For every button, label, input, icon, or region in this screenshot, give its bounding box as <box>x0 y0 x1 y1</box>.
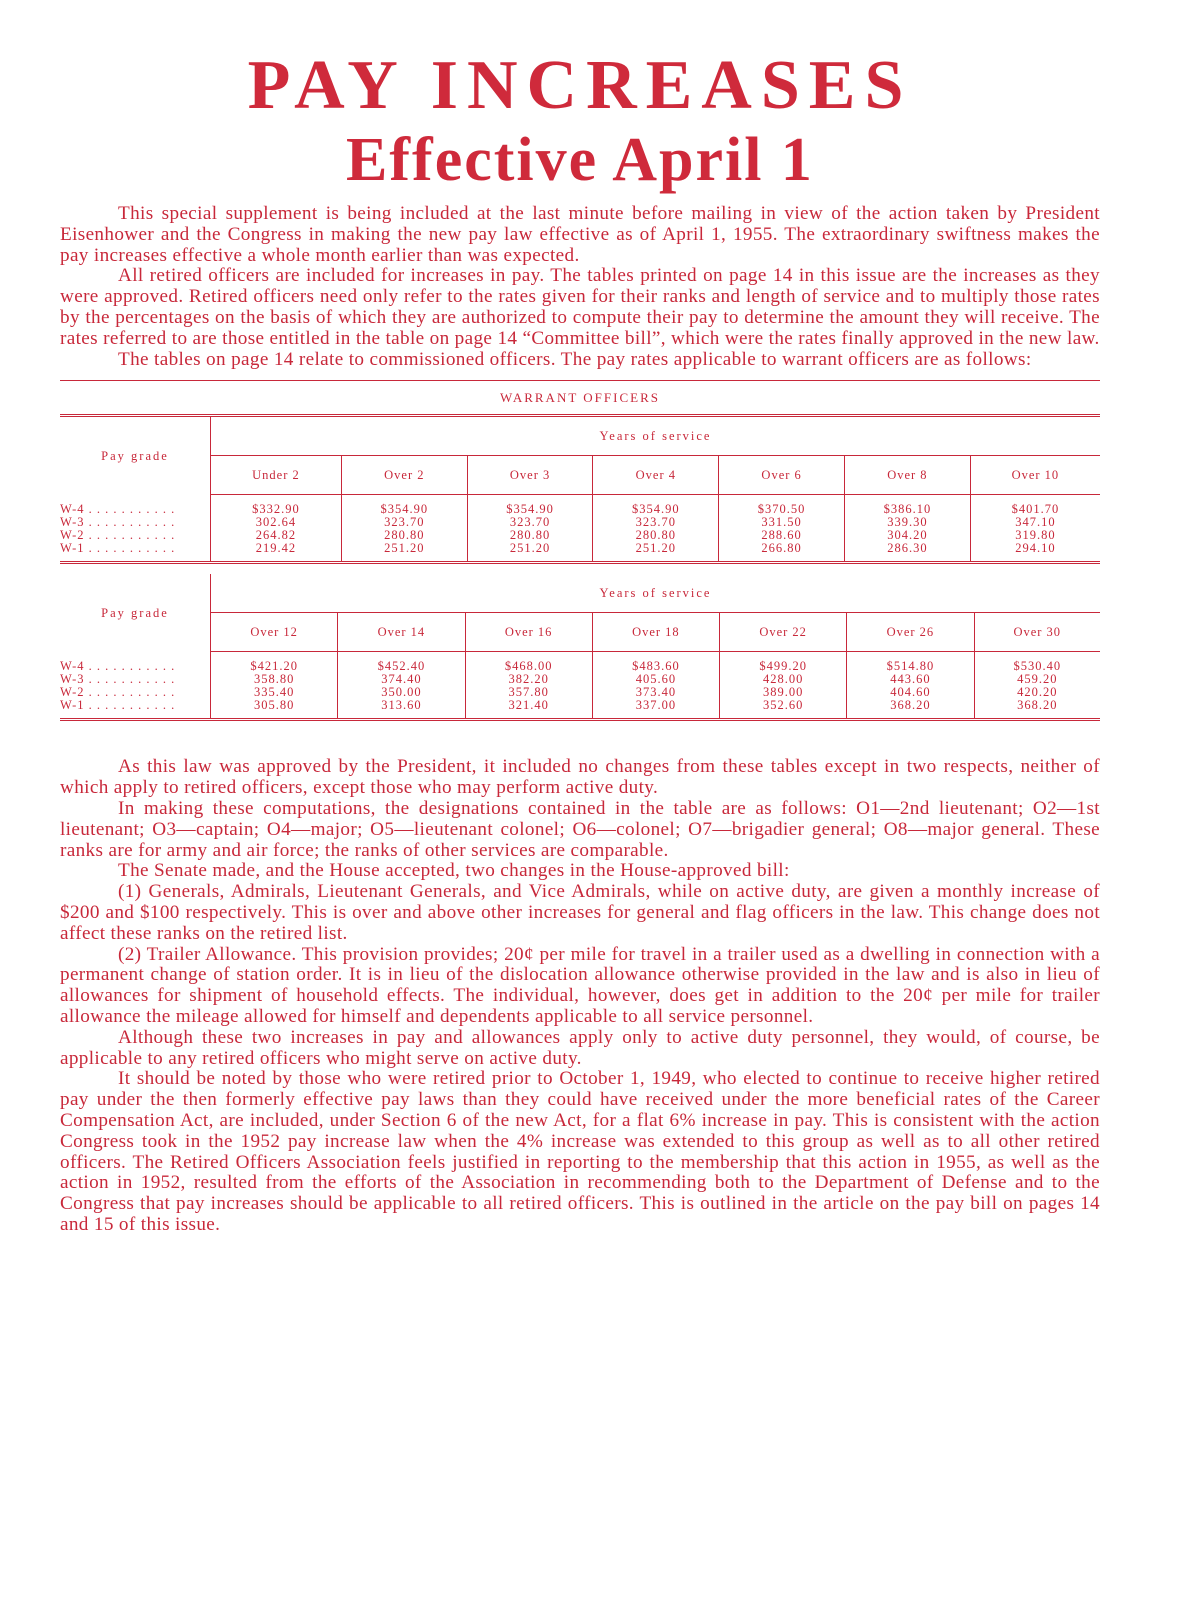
table-bottom-rule <box>60 718 1100 721</box>
rate-cell <box>592 652 719 719</box>
intro-paragraph: All retired officers are included for increases in pay. The tables printed on page 14 in this issue are the increases as they were approved. Retired officers need only refer to the rates given for their ranks and length of service and to multiply those rates by the percentages on the basis of which they are authorized to compute their pay to determine the amount they will receive. The rates referred to are those entitled in the table on page 14 “Committee bill”, which were the rates finally approved in the new law. <box>60 265 1100 349</box>
rate-cell <box>593 495 719 562</box>
rate-value: $370.50 <box>757 502 806 517</box>
page <box>60 48 1100 1236</box>
pay-grade-label: W-3 . . . . . . . . . . . <box>60 671 176 686</box>
body-paragraph: As this law was approved by the President, it included no changes from these tables except in two respects, neither of which apply to retired officers, except those who may perform active duty. <box>60 756 1100 799</box>
rate-value: 319.80 <box>1015 528 1056 543</box>
rate-value: 286.30 <box>887 541 928 556</box>
column-header: Over 6 <box>719 456 845 495</box>
rate-value: 358.80 <box>253 672 295 687</box>
rate-value: 420.20 <box>1017 685 1058 700</box>
rate-value: $530.40 <box>1013 659 1062 674</box>
body-paragraph: The Senate made, and the House accepted, two changes in the House-approved bill: <box>118 860 790 882</box>
column-header: Over 3 <box>467 456 593 495</box>
rate-value: 280.80 <box>635 528 677 543</box>
pay-grade-label: W-1 . . . . . . . . . . . <box>60 540 176 555</box>
rate-value: 305.80 <box>253 698 295 713</box>
rate-value: $354.90 <box>632 502 680 517</box>
rate-value: 368.20 <box>1017 698 1058 713</box>
rate-value: $386.10 <box>883 502 932 517</box>
column-header: Over 30 <box>974 613 1100 652</box>
rate-value: 294.10 <box>1015 541 1056 556</box>
rate-value: $354.90 <box>506 502 554 517</box>
rate-value: 357.80 <box>508 685 549 700</box>
intro-section <box>60 204 1100 370</box>
warrant-officers-table <box>60 380 1100 721</box>
rate-value: 304.20 <box>887 528 928 543</box>
rate-cell <box>341 495 467 562</box>
column-header: Over 18 <box>592 613 719 652</box>
rate-value: 352.60 <box>762 698 804 713</box>
rate-value: 251.20 <box>635 541 677 556</box>
rate-value: $401.70 <box>1011 502 1060 517</box>
pay-grade-label: W-2 . . . . . . . . . . . <box>60 527 176 542</box>
rate-value: 251.20 <box>384 541 425 556</box>
years-of-service-header: Years of service <box>211 574 1101 613</box>
pay-grade-label: W-2 . . . . . . . . . . . <box>60 684 176 699</box>
rate-cell <box>970 495 1100 562</box>
rate-value: $468.00 <box>504 659 553 674</box>
column-header: Over 26 <box>847 613 974 652</box>
rate-cell <box>338 652 465 719</box>
column-header: Over 8 <box>845 456 971 495</box>
column-header: Over 2 <box>341 456 467 495</box>
rate-value: 405.60 <box>635 672 677 687</box>
body-paragraph: (2) Trailer Allowance. This provision provides; 20¢ per mile for travel in a trailer used as a dwelling in connection with a permanent change of station order. It is in lieu of the dislocation allowance otherwise provided in the law and is also in lieu of allowances for shipment of household effects. The individual, however, does get in addition to the 20¢ per mile for trailer allowance the mileage allowed for himself and dependents applicable to all service personnel. <box>60 943 1100 1027</box>
pay-grade-label: W-1 . . . . . . . . . . . <box>60 697 176 712</box>
rate-value: 337.00 <box>635 698 677 713</box>
column-header: Over 14 <box>338 613 465 652</box>
pay-table-part-2 <box>60 574 1100 718</box>
table-row <box>60 652 1100 719</box>
rate-cell <box>465 652 592 719</box>
body-paragraph: Although these two increases in pay and allowances apply only to active duty personnel, they would, of course, be applicable to any retired officers who might serve on active duty. <box>60 1026 1100 1069</box>
pay-grade-label: W-4 . . . . . . . . . . . <box>60 501 176 516</box>
pay-grade-cell <box>60 495 211 562</box>
rate-cell <box>467 495 593 562</box>
rate-value: 443.60 <box>890 672 931 687</box>
rate-value: 323.70 <box>384 515 425 530</box>
rate-value: 374.40 <box>381 672 422 687</box>
rate-value: 368.20 <box>890 698 931 713</box>
rate-value: $483.60 <box>632 659 680 674</box>
intro-paragraph: This special supplement is being included at the last minute before mailing in view of the action taken by President Eisenhower and the Congress in making the new pay law effective as of April 1, 1955. The extraordinary swiftness makes the pay increases effective a whole month earlier than was expected. <box>60 203 1100 266</box>
pay-table-part-1 <box>60 417 1100 561</box>
rate-value: 219.42 <box>255 541 297 556</box>
rate-value: 389.00 <box>762 685 804 700</box>
rate-cell <box>847 652 974 719</box>
rate-cell <box>211 495 342 562</box>
rate-value: $499.20 <box>759 659 807 674</box>
rate-value: 323.70 <box>509 515 551 530</box>
rate-cell <box>720 652 847 719</box>
rate-cell <box>719 495 845 562</box>
pay-grade-header: Pay grade <box>60 417 211 495</box>
column-header: Over 4 <box>593 456 719 495</box>
body-section <box>60 757 1100 1235</box>
column-header: Over 12 <box>211 613 338 652</box>
rate-value: 302.64 <box>255 515 297 530</box>
pay-grade-header: Pay grade <box>60 574 211 652</box>
pay-grade-cell <box>60 652 211 719</box>
rate-value: 428.00 <box>762 672 804 687</box>
rate-value: 373.40 <box>635 685 677 700</box>
column-header: Under 2 <box>211 456 342 495</box>
rate-value: 335.40 <box>253 685 295 700</box>
rate-cell <box>211 652 338 719</box>
body-paragraph: It should be noted by those who were retired prior to October 1, 1949, who elected to continue to receive higher retired pay under the then formerly effective pay laws than they could have received under the more beneficial rates of the Career Compensation Act, are included, under Section 6 of the new Act, for a flat 6% increase in pay. This is consistent with the action Congress took in the 1952 pay increase law when the 4% increase was extended to this group as well as to all other retired officers. The Retired Officers Association feels justified in reporting to the membership that this action in 1955, as well as the action in 1952, resulted from the efforts of the Association in recommending both to the Department of Defense and to the Congress that pay increases should be applicable to all retired officers. This is outlined in the article on the pay bill on pages 14 and 15 of this issue. <box>60 1068 1100 1235</box>
column-header: Over 10 <box>970 456 1100 495</box>
rate-value: 331.50 <box>761 515 802 530</box>
table-row <box>60 495 1100 562</box>
rate-value: 288.60 <box>761 528 802 543</box>
rate-value: 459.20 <box>1017 672 1058 687</box>
pay-grade-label: W-3 . . . . . . . . . . . <box>60 514 176 529</box>
table-title: WARRANT OFFICERS <box>500 390 660 406</box>
rate-value: 280.80 <box>509 528 551 543</box>
rate-value: 339.30 <box>887 515 928 530</box>
body-paragraph: In making these computations, the designations contained in the table are as follows: O1—2nd lieutenant; O2—1st lieutenant; O3—captain; O4—major; O5—lieutenant colonel; O6—colonel; O7—brigadier general; O8—major general. These ranks are for army and air force; the ranks of other services are comparable. <box>60 797 1100 861</box>
rate-value: 323.70 <box>635 515 677 530</box>
rate-value: 382.20 <box>508 672 549 687</box>
rate-value: $514.80 <box>886 659 935 674</box>
years-of-service-header: Years of service <box>211 417 1101 456</box>
rate-cell <box>845 495 971 562</box>
page-title: PAY INCREASES <box>247 47 913 124</box>
rate-value: $452.40 <box>377 659 426 674</box>
rate-value: 321.40 <box>508 698 549 713</box>
rate-value: 264.82 <box>255 528 297 543</box>
pay-grade-label: W-4 . . . . . . . . . . . <box>60 658 176 673</box>
rate-value: $421.20 <box>250 659 298 674</box>
rate-value: 251.20 <box>509 541 551 556</box>
rate-value: $354.90 <box>380 502 429 517</box>
column-header: Over 22 <box>720 613 847 652</box>
rate-value: 266.80 <box>761 541 802 556</box>
intro-paragraph: The tables on page 14 relate to commissioned officers. The pay rates applicable to warrant officers are as follows: <box>118 348 1032 370</box>
rate-value: $332.90 <box>252 502 300 517</box>
rate-value: 404.60 <box>890 685 931 700</box>
page-subtitle: Effective April 1 <box>346 126 814 194</box>
column-header: Over 16 <box>465 613 592 652</box>
rate-cell <box>974 652 1100 719</box>
rate-value: 350.00 <box>381 685 422 700</box>
body-paragraph: (1) Generals, Admirals, Lieutenant Generals, and Vice Admirals, while on active duty, are given a monthly increase of $200 and $100 respectively. This is over and above other increases for general and flag officers in the law. This change does not affect these ranks on the retired list. <box>60 881 1100 944</box>
rate-value: 313.60 <box>381 698 422 713</box>
rate-value: 347.10 <box>1015 515 1056 530</box>
rate-value: 280.80 <box>384 528 425 543</box>
